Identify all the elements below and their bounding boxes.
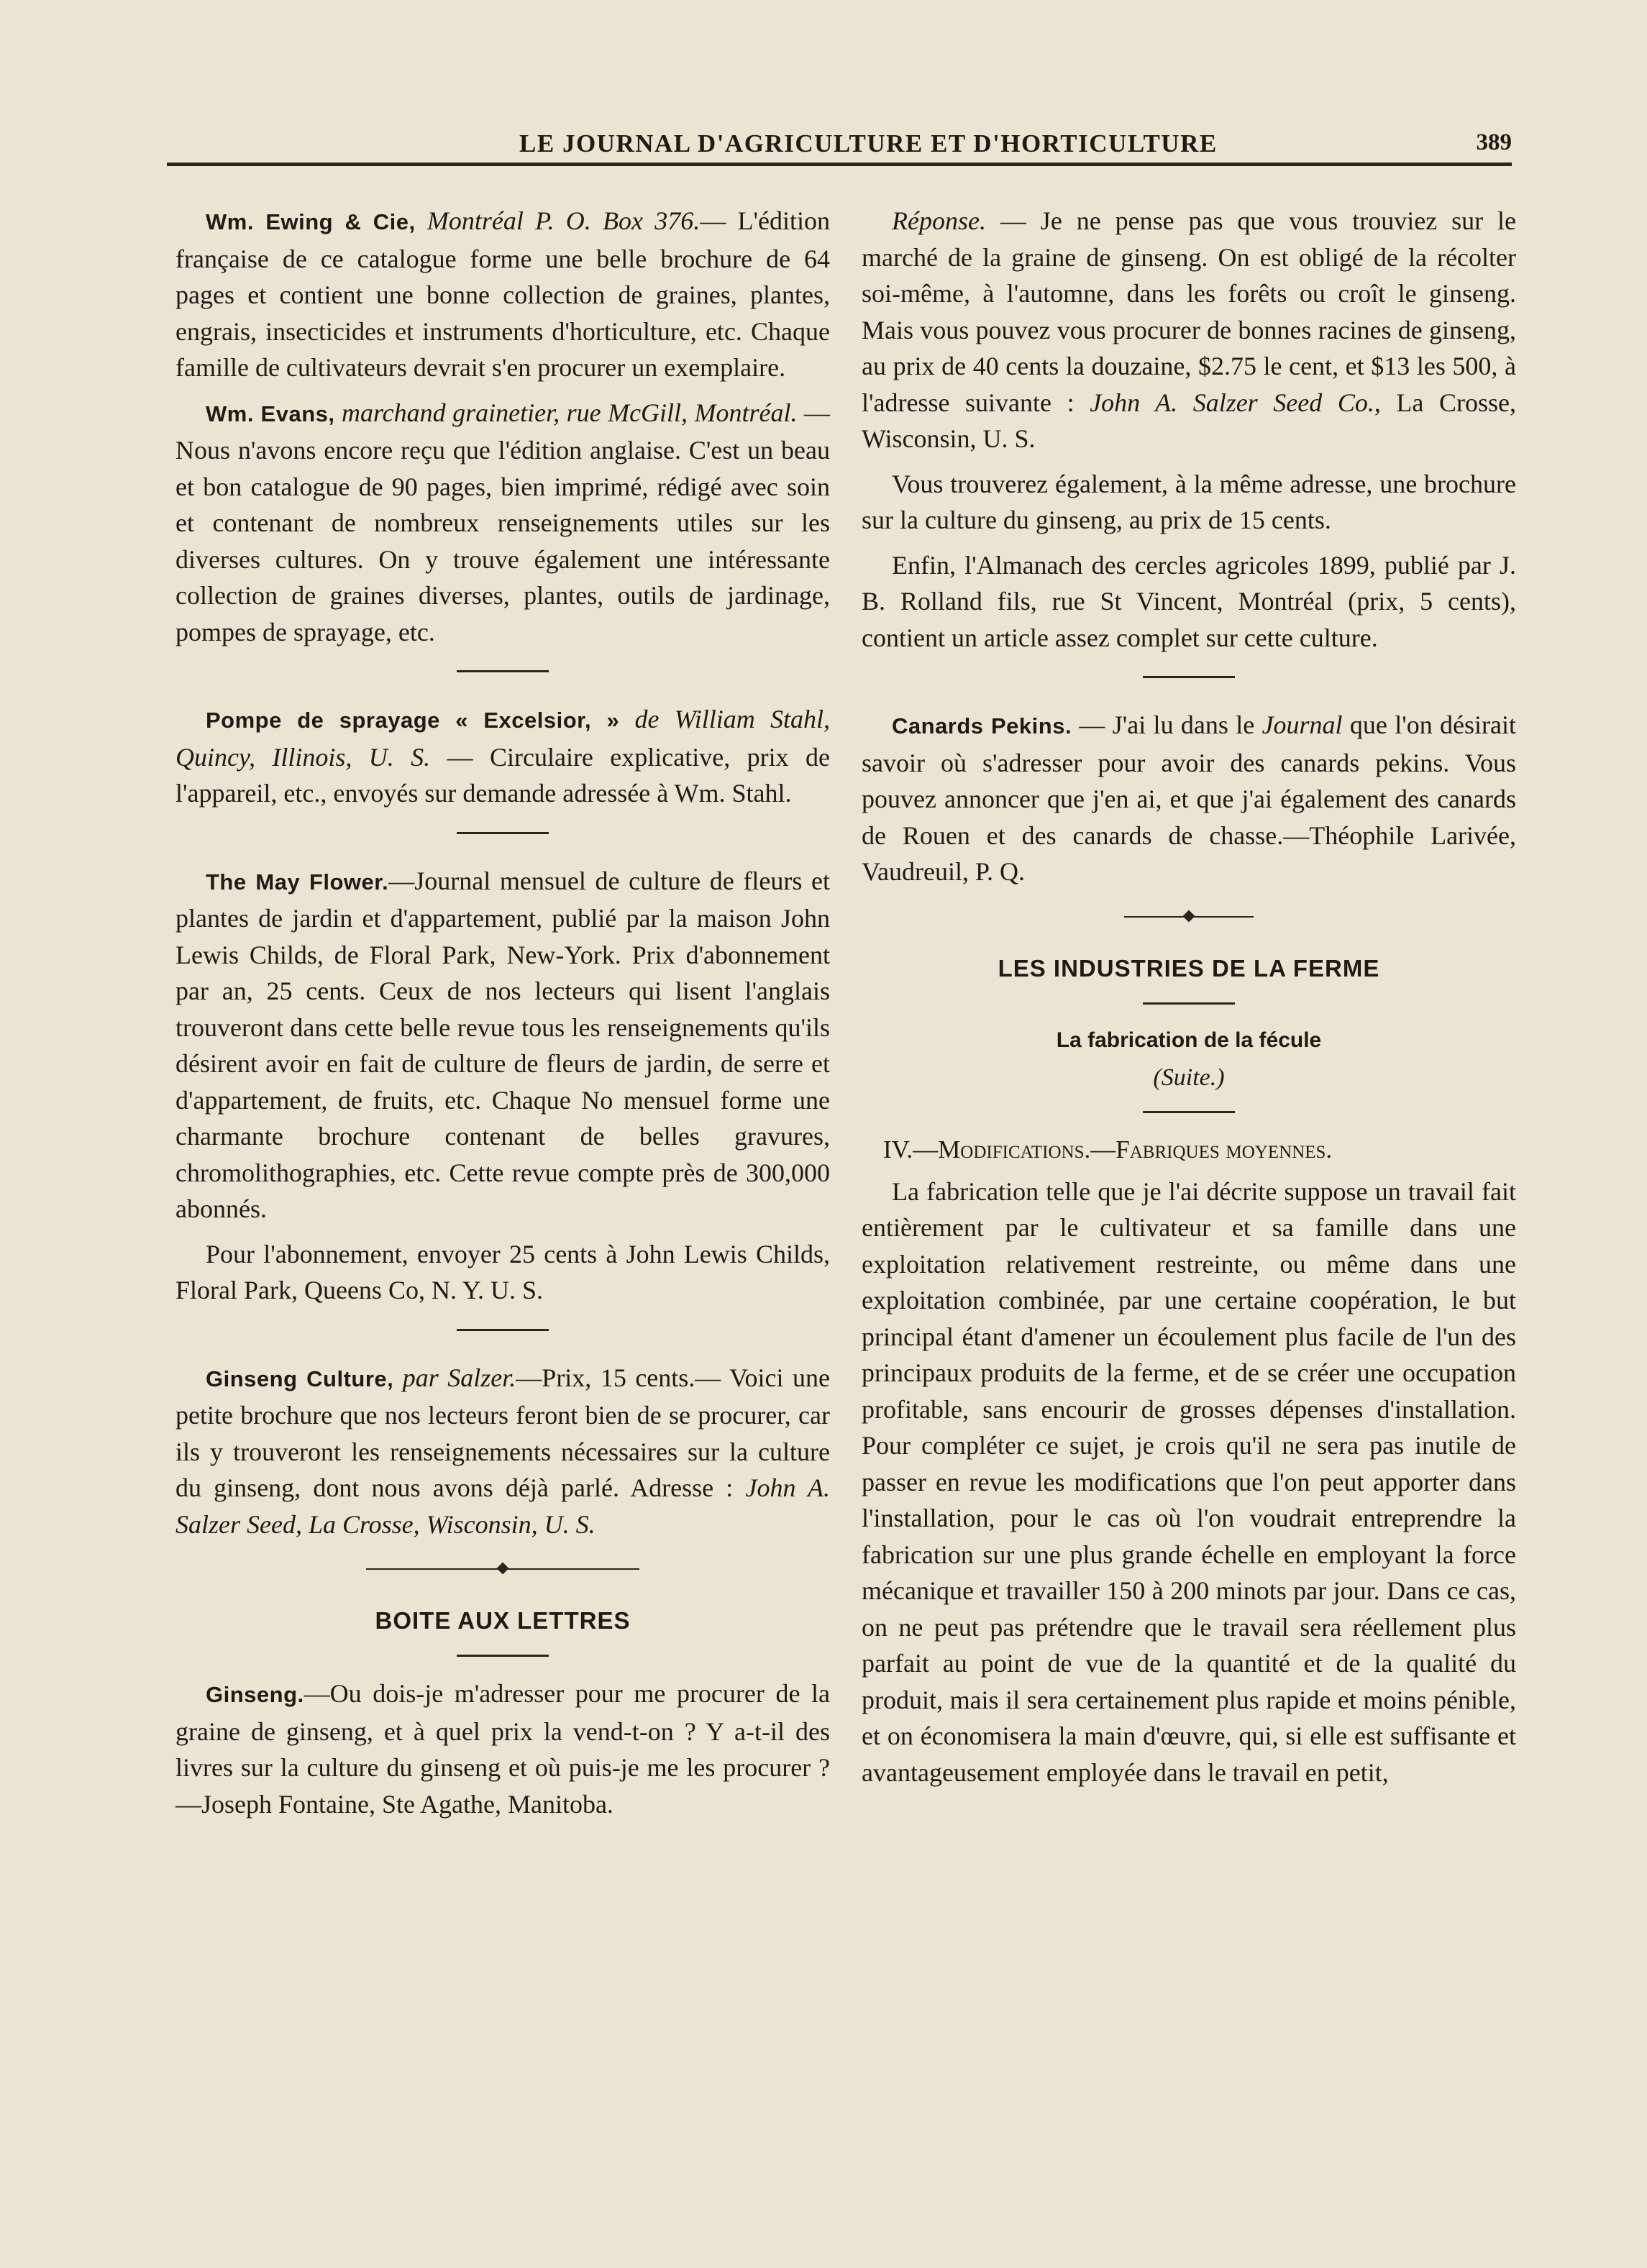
separator-rule [457,1655,549,1657]
industries-title: LES INDUSTRIES DE LA FERME [998,954,1380,982]
evans-lead: Wm. Evans, [206,401,335,426]
diamond-ornament-icon [1183,910,1195,922]
left-column [175,203,830,1831]
reponse-address: John A. Salzer Seed Co. [1090,388,1374,417]
ornament-rule [1124,912,1254,922]
separator-rule [457,1329,549,1331]
ginseng-culture-notice [175,1360,830,1543]
fecule-body: La fabrication telle que je l'ai décrite suppose un travail fait entièrement par le cultivateur et sa famille dans une exploitation relativement restreinte, ou même dans une exploitation combinée, par une certaine coopération, le but principal étant d'amener un écoulement plus facile de l'un des principaux produits de la ferme, et de se créer une occupation profitable, sans encourir de grosses dépenses d'installation. Pour compléter ce sujet, je crois qu'il ne sera pas inutile de passer en revue les modifications que l'on peut apporter dans l'installation, pour le cas où l'on voudrait entreprendre la fabrication sur une plus grande échelle en employant la force mécanique et travailler 150 à 200 minots par jour. Dans ce cas, on ne peut pas prétendre que le travail sera réellement plus parfait au point de vue de la quantité et de la qualité du produit, mais il sera certainement plus rapide et moins pénible, et on économisera la main d'œuvre, qui, si elle est suffisante et avantageusement employée dans le travail en petit, [862,1176,1516,1787]
mayflower-notice [175,863,830,1227]
section-heading: IV.—Modifications.—Fabriques moyennes. [883,1135,1333,1163]
canards-text-a: — J'ai lu dans le [1079,710,1255,739]
running-title: LE JOURNAL D'AGRICULTURE ET D'HORTICULTURE [519,129,1218,157]
separator-rule [1143,1002,1235,1005]
suite-label [862,1061,1516,1095]
ginseng-letter-text: —Ou dois-je m'adresser pour me procurer de la graine de ginseng, et à quel prix la vend-t-on ? Y a-t-il des livres sur la culture du ginseng et où puis-je me les procurer ?—Joseph Fontaine, Ste Agathe, Manitoba. [175,1679,830,1819]
diamond-ornament-icon [497,1563,509,1575]
evans-text: — Nous n'avons encore reçu que l'édition anglaise. C'est un beau et bon catalogue de 90 pages, bien imprimé, rédigé avec soin et contenant de nombreux renseignements utiles sur les diverses cultures. On y trouve également une intéressante collection de graines diverses, plantes, outils de jardinage, pompes de sprayage, etc. [175,398,831,646]
separator-rule [457,670,549,672]
pompe-place: de William Stahl, Quincy, Illinois, U. S. [175,705,831,772]
separator-rule [1143,1111,1235,1113]
ginseng-culture-author: par Salzer. [402,1363,516,1392]
running-header [167,127,1512,166]
separator-rule [1143,676,1235,678]
ewing-lead: Wm. Ewing & Cie, [206,209,416,234]
reponse-text: — Je ne pense pas que vous trouviez sur le marché de la graine de ginseng. On est obligé de la récolter soi-même, à l'automne, dans les forêts ou croît le ginseng. Mais vous pouvez vous procurer de bonnes racines de ginseng, au prix de 40 cents la douzaine, $2.75 le cent, et $13 les 500, à l'adresse suivante : [862,206,1516,417]
canards-lead: Canards Pekins. [892,713,1072,739]
suite-text: (Suite.) [1153,1064,1225,1091]
mayflower-lead: The May Flower. [206,869,389,895]
fecule-title: La fabrication de la fécule [1056,1028,1322,1052]
ginseng-culture-text: —Prix, 15 cents.— Voici une petite brochure que nos lecteurs feront bien de se procurer, car ils y trouveront les renseignements nécessaires sur la culture du ginseng, dont nous avons déjà parlé. Adresse : [175,1363,830,1502]
ewing-place: Montréal P. O. Box 376. [426,206,701,235]
pompe-notice [175,701,830,812]
mayflower-text: —Journal mensuel de culture de fleurs et plantes de jardin et d'appartement, publié par la maison John Lewis Childs, de Floral Park, New-York. Prix d'abonnement par an, 25 cents. Ceux de nos lecteurs qui lisent l'anglais trouveront dans cette belle revue tous les renseignements qu'ils désirent avoir en fait de culture de fleurs de jardin, de serre et d'appartement, de fruits, etc. Chaque No mensuel forme une charmante brochure contenant de belles gravures, chromolithographies, etc. Cette revue compte près de 300,000 abonnés. [175,866,830,1223]
right-column [862,203,1516,1799]
pompe-lead: Pompe de sprayage « Excelsior, » [206,708,620,733]
ginseng-letter [175,1675,830,1822]
reponse-para2: Vous trouverez également, à la même adresse, une brochure sur la culture du ginseng, au prix de 15 cents. [862,469,1516,534]
page-number: 389 [1476,129,1512,155]
reponse-lead: Réponse. [892,206,986,235]
mayflower-subscription: Pour l'abonnement, envoyer 25 cents à John Lewis Childs, Floral Park, Queens Co, N. Y. U. S. [175,1239,830,1304]
evans-notice [175,395,830,651]
canards-journal: Journal [1262,710,1343,739]
canards-notice [862,707,1516,890]
ginseng-culture-address: John A. Salzer Seed, La Crosse, Wisconsin, U. S. [175,1473,830,1539]
ornament-rule [366,1564,639,1574]
canards-text-b: que l'on désirait savoir où s'adresser pour avoir des canards pekins. Vous pouvez annoncer que j'en ai, et que j'ai également des canards de Rouen et des canards de chasse.—Théophile Larivée, Vaudreuil, P. Q. [862,710,1517,886]
reponse-text-end: , La Crosse, Wisconsin, U. S. [862,388,1516,453]
evans-place: marchand grainetier, rue McGill, Montréal. [341,398,798,427]
reponse-paragraph [862,203,1516,457]
pompe-text: — Circulaire explicative, prix de l'appareil, etc., envoyés sur demande adressée à Wm. Stahl. [175,742,830,808]
ewing-notice [175,203,830,386]
separator-rule [457,832,549,834]
boite-aux-lettres-title: BOITE AUX LETTRES [375,1607,631,1634]
reponse-para3: Enfin, l'Almanach des cercles agricoles 1899, publié par J. B. Rolland fils, rue St Vincent, Montréal (prix, 5 cents), contient un article assez complet sur cette culture. [862,550,1516,652]
ewing-text: — L'édition française de ce catalogue forme une belle brochure de 64 pages et contient une bonne collection de graines, plantes, engrais, insecticides et instruments d'horticulture, etc. Chaque famille de cultivateurs devrait s'en procurer un exemplaire. [175,206,831,382]
ginseng-letter-lead: Ginseng. [206,1682,304,1707]
ginseng-culture-lead: Ginseng Culture, [206,1366,394,1391]
